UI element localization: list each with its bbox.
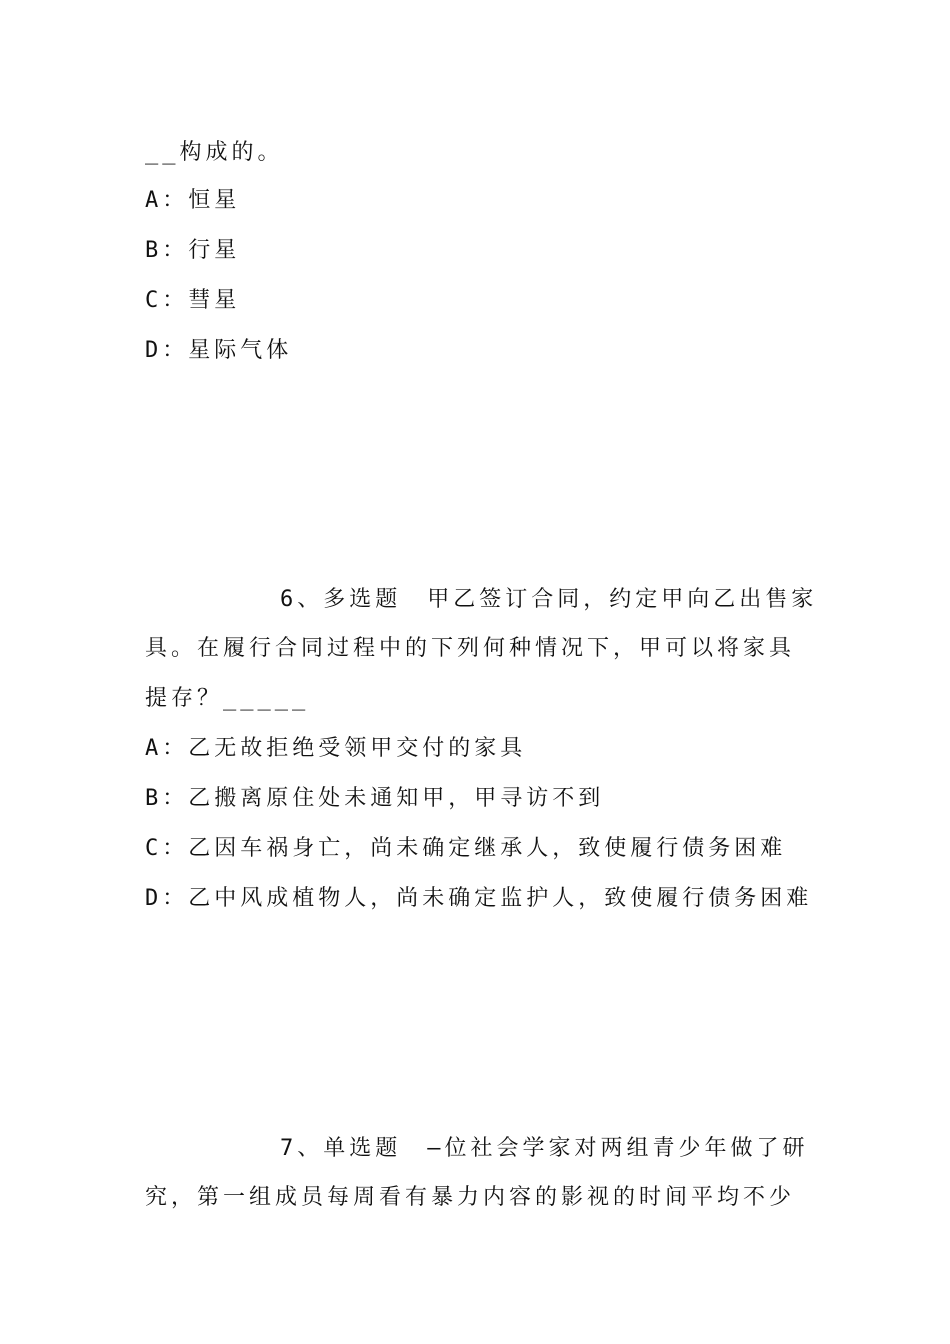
q7-stem-line-1: 7、单选题 —位社会学家对两组青少年做了研 (280, 1136, 809, 1161)
q6-stem-line-3: 提存？_____ (145, 686, 310, 711)
q6-option-b: B：乙搬离原住处未通知甲，甲寻访不到 (145, 786, 605, 811)
q6-option-c: C：乙因车祸身亡，尚未确定继承人，致使履行债务困难 (145, 836, 787, 861)
q5-option-c: C：彗星 (145, 288, 241, 313)
q6-stem-line-2: 具。在履行合同过程中的下列何种情况下，甲可以将家具 (145, 636, 796, 661)
q5-option-a: A：恒星 (145, 188, 241, 213)
q5-option-b: B：行星 (145, 238, 241, 263)
q5-stem-tail: __构成的。 (145, 140, 284, 165)
q6-option-d: D：乙中风成植物人，尚未确定监护人，致使履行债务困难 (145, 886, 813, 911)
q5-option-d: D：星际气体 (145, 338, 293, 363)
q7-stem-line-2: 究，第一组成员每周看有暴力内容的影视的时间平均不少 (145, 1185, 796, 1210)
q6-option-a: A：乙无故拒绝受领甲交付的家具 (145, 736, 527, 761)
q6-stem-line-1: 6、多选题 甲乙签订合同，约定甲向乙出售家 (280, 587, 818, 612)
